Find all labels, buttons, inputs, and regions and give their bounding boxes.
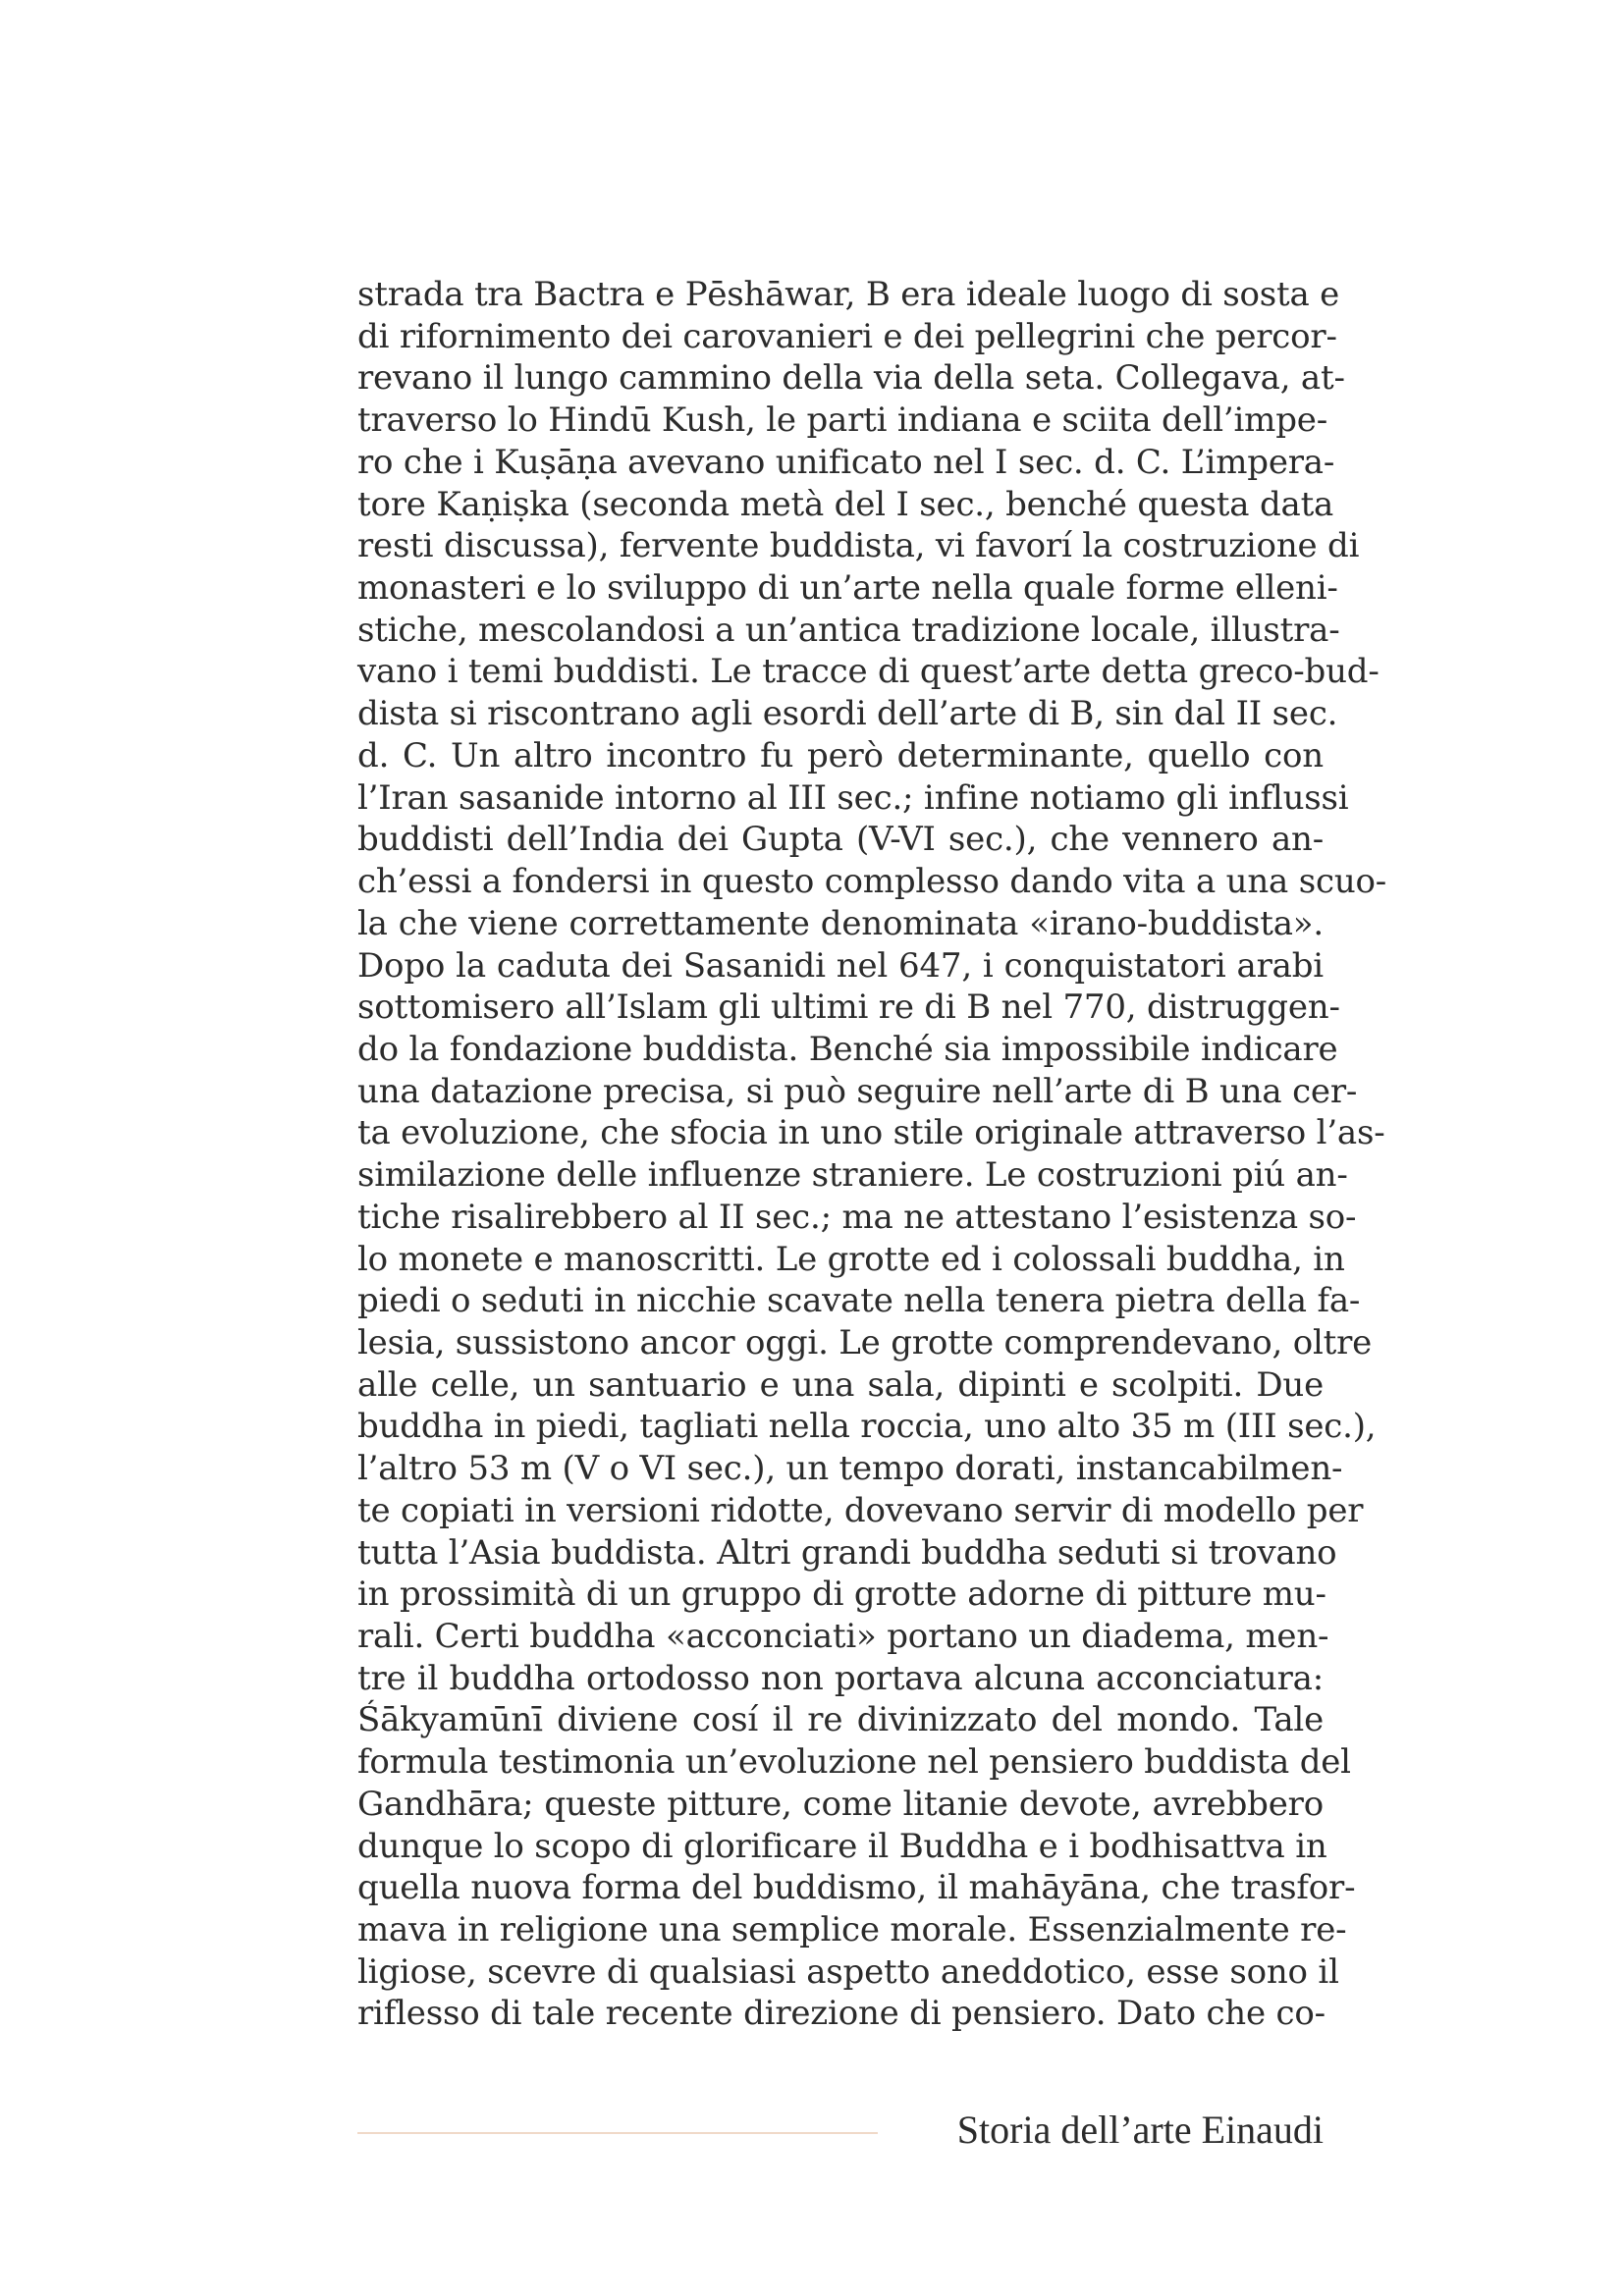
text-line: quella nuova forma del buddismo, il mahāyāna, che trasfor-	[357, 1868, 1356, 1908]
text-line: dunque lo scopo di glorificare il Buddha e i bodhisattva in	[357, 1826, 1327, 1866]
text-line: similazione delle influenze straniere. Le costruzioni piú an-	[357, 1155, 1348, 1196]
text-line: stiche, mescolandosi a un’antica tradizione locale, illustra-	[357, 610, 1340, 650]
text-line: in prossimità di un gruppo di grotte adorne di pitture mu-	[357, 1575, 1326, 1615]
text-line: tiche risalirebbero al II sec.; ma ne attestano l’esistenza so-	[357, 1197, 1357, 1237]
text-line: ro che i Kuṣāṇa avevano unificato nel I sec. d. C. L’impera-	[357, 442, 1335, 482]
text-line: una datazione precisa, si può seguire nell’arte di B una cer-	[357, 1071, 1358, 1111]
text-line: Śākyamūnī diviene cosí il re divinizzato del mondo. Tale	[357, 1700, 1324, 1740]
text-line: l’altro 53 m (V o VI sec.), un tempo dorati, instancabilmen-	[357, 1449, 1343, 1489]
text-line: di rifornimento dei carovanieri e dei pellegrini che percor-	[357, 316, 1337, 356]
text-line: tutta l’Asia buddista. Altri grandi buddha seduti si trovano	[357, 1532, 1337, 1573]
text-line: strada tra Bactra e Pēshāwar, B era ideale luogo di sosta e	[357, 275, 1340, 314]
text-line: mava in religione una semplice morale. Essenzialmente re-	[357, 1910, 1347, 1950]
text-line: resti discussa), fervente buddista, vi favorí la costruzione di	[357, 526, 1360, 566]
text-line: alle celle, un santuario e una sala, dipinti e scolpiti. Due	[357, 1364, 1324, 1405]
text-line: lo monete e manoscritti. Le grotte ed i colossali buddha, in	[357, 1239, 1345, 1279]
text-line: Dopo la caduta dei Sasanidi nel 647, i conquistatori arabi	[357, 945, 1324, 986]
text-line: l’Iran sasanide intorno al III sec.; infine notiamo gli influssi	[357, 777, 1349, 818]
text-line: do la fondazione buddista. Benché sia impossibile indicare	[357, 1029, 1338, 1069]
text-line: lesia, sussistono ancor oggi. Le grotte comprendevano, oltre	[357, 1322, 1373, 1362]
text-line: Gandhāra; queste pitture, come litanie devote, avrebbero	[357, 1784, 1324, 1824]
text-line: piedi o seduti in nicchie scavate nella tenera pietra della fa-	[357, 1281, 1361, 1321]
text-line: ta evoluzione, che sfocia in uno stile originale attraverso l’as-	[357, 1113, 1385, 1153]
text-line: riflesso di tale recente direzione di pensiero. Dato che co-	[357, 1994, 1325, 2034]
text-line: vano i temi buddisti. Le tracce di quest’arte detta greco-bud-	[357, 652, 1380, 692]
body-text	[357, 274, 1387, 2035]
text-line: traverso lo Hindū Kush, le parti indiana e sciita dell’impe-	[357, 400, 1327, 441]
footer-title: Storia dell’arte Einaudi	[956, 2108, 1324, 2152]
text-line: buddisti dell’India dei Gupta (V-VI sec.), che vennero an-	[357, 820, 1324, 860]
text-line: sottomisero all’Islam gli ultimi re di B nel 770, distruggen-	[357, 988, 1340, 1028]
footer-rule	[357, 2132, 878, 2134]
text-line: la che viene correttamente denominata «irano-buddista».	[357, 903, 1324, 943]
text-line: tre il buddha ortodosso non portava alcuna acconciatura:	[357, 1658, 1324, 1698]
text-line: rali. Certi buddha «acconciati» portano un diadema, men-	[357, 1617, 1329, 1656]
text-line: te copiati in versioni ridotte, dovevano servir di modello per	[357, 1490, 1364, 1530]
text-line: d. C. Un altro incontro fu però determinante, quello con	[357, 735, 1324, 775]
text-line: dista si riscontrano agli esordi dell’arte di B, sin dal II sec.	[357, 694, 1338, 734]
text-line: formula testimonia un’evoluzione nel pensiero buddista del	[357, 1742, 1351, 1783]
text-line: monasteri e lo sviluppo di un’arte nella quale forme elleni-	[357, 568, 1338, 609]
text-line: tore Kaṇiṣka (seconda metà del I sec., benché questa data	[357, 484, 1334, 524]
text-line: ligiose, scevre di qualsiasi aspetto aneddotico, esse sono il	[357, 1951, 1339, 1992]
text-line: revano il lungo cammino della via della seta. Collegava, at-	[357, 358, 1345, 399]
text-line: ch’essi a fondersi in questo complesso dando vita a una scuo-	[357, 862, 1387, 902]
text-line: buddha in piedi, tagliati nella roccia, uno alto 35 m (III sec.),	[357, 1407, 1377, 1447]
